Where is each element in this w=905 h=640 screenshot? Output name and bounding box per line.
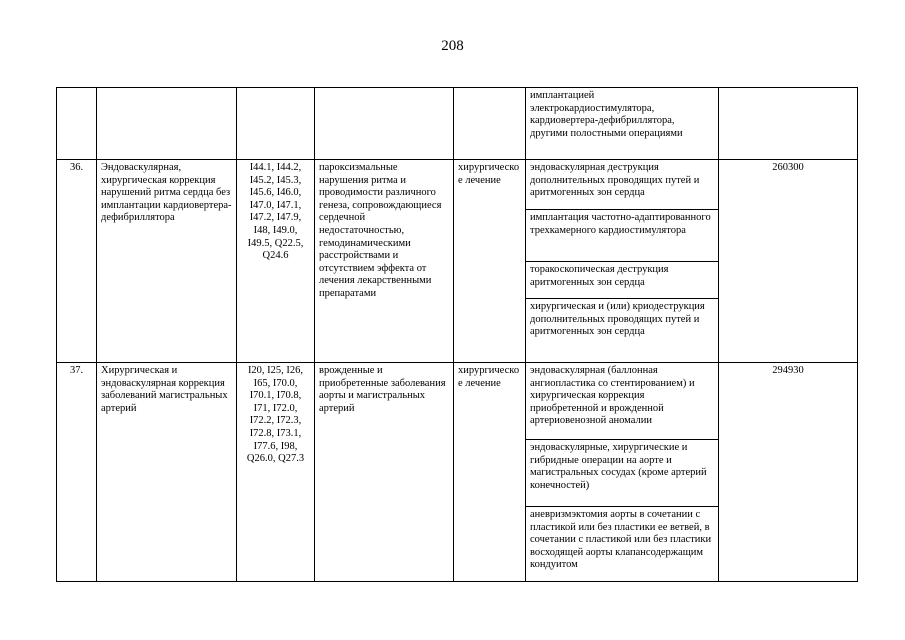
empty-cell — [97, 88, 237, 160]
icd-codes: I20, I25, I26, I65, I70.0, I70.1, I70.8, I71, I72.0, I72.2, I72.3, I72.8, I73.1, I77.6, I98, Q26.0, Q27.3 — [237, 363, 315, 582]
page-number: 208 — [441, 38, 464, 54]
patient-model: врожденные и приобретенные заболевания аорты и магистральных артерий — [315, 363, 454, 582]
treatment-type: хирургическое лечение — [454, 363, 526, 582]
icd-codes: I44.1, I44.2, I45.2, I45.3, I45.6, I46.0, I47.0, I47.1, I47.2, I47.9, I48, I49.0, I49.5, Q22.5, Q24.6 — [237, 160, 315, 363]
empty-cell — [57, 88, 97, 160]
method-cell: аневризмэктомия аорты в сочетании с пластикой или без пластики ее ветвей, в сочетании с пластикой или без пластики восходящей аорты клапансодержащим кондуитом — [526, 507, 719, 582]
method-cell: торакоскопическая деструкция аритмогенных зон сердца — [526, 262, 719, 299]
empty-cell — [454, 88, 526, 160]
method-cell: имплантация частотно-адаптированного трехкамерного кардиостимулятора — [526, 210, 719, 262]
row-number: 36. — [57, 160, 97, 363]
empty-cell — [719, 88, 858, 160]
table-row-36 — [57, 160, 858, 210]
empty-cell — [315, 88, 454, 160]
price-value: 294930 — [719, 363, 858, 582]
price-value: 260300 — [719, 160, 858, 363]
method-cell: эндоваскулярные, хирургические и гибридные операции на аорте и магистральных сосудах (кроме артерий конечностей) — [526, 440, 719, 507]
patient-model: пароксизмальные нарушения ритма и проводимости различного генеза, сопровождающиеся сердечной недостаточностью, гемодинамическими расстройствами и отсутствием эффекта от лечения лекарственными препаратами — [315, 160, 454, 363]
continuation-row — [57, 88, 858, 160]
method-cell: эндоваскулярная (баллонная ангиопластика со стентированием) и хирургическая коррекция приобретенной и врожденной артериовенозной аномалии — [526, 363, 719, 440]
care-type-name: Эндоваскулярная, хирургическая коррекция нарушений ритма сердца без имплантации кардиовертера-дефибриллятора — [97, 160, 237, 363]
care-type-name: Хирургическая и эндоваскулярная коррекция заболеваний магистральных артерий — [97, 363, 237, 582]
method-cell: эндоваскулярная деструкция дополнительных проводящих путей и аритмогенных зон сердца — [526, 160, 719, 210]
table-row-37 — [57, 363, 858, 440]
empty-cell — [237, 88, 315, 160]
medical-care-table — [56, 87, 858, 582]
row-number: 37. — [57, 363, 97, 582]
method-cell: имплантацией электрокардиостимулятора, кардиовертера-дефибриллятора, другими полостными операциями — [526, 88, 719, 160]
treatment-type: хирургическое лечение — [454, 160, 526, 363]
method-cell: хирургическая и (или) криодеструкция дополнительных проводящих путей и аритмогенных зон сердца — [526, 299, 719, 363]
